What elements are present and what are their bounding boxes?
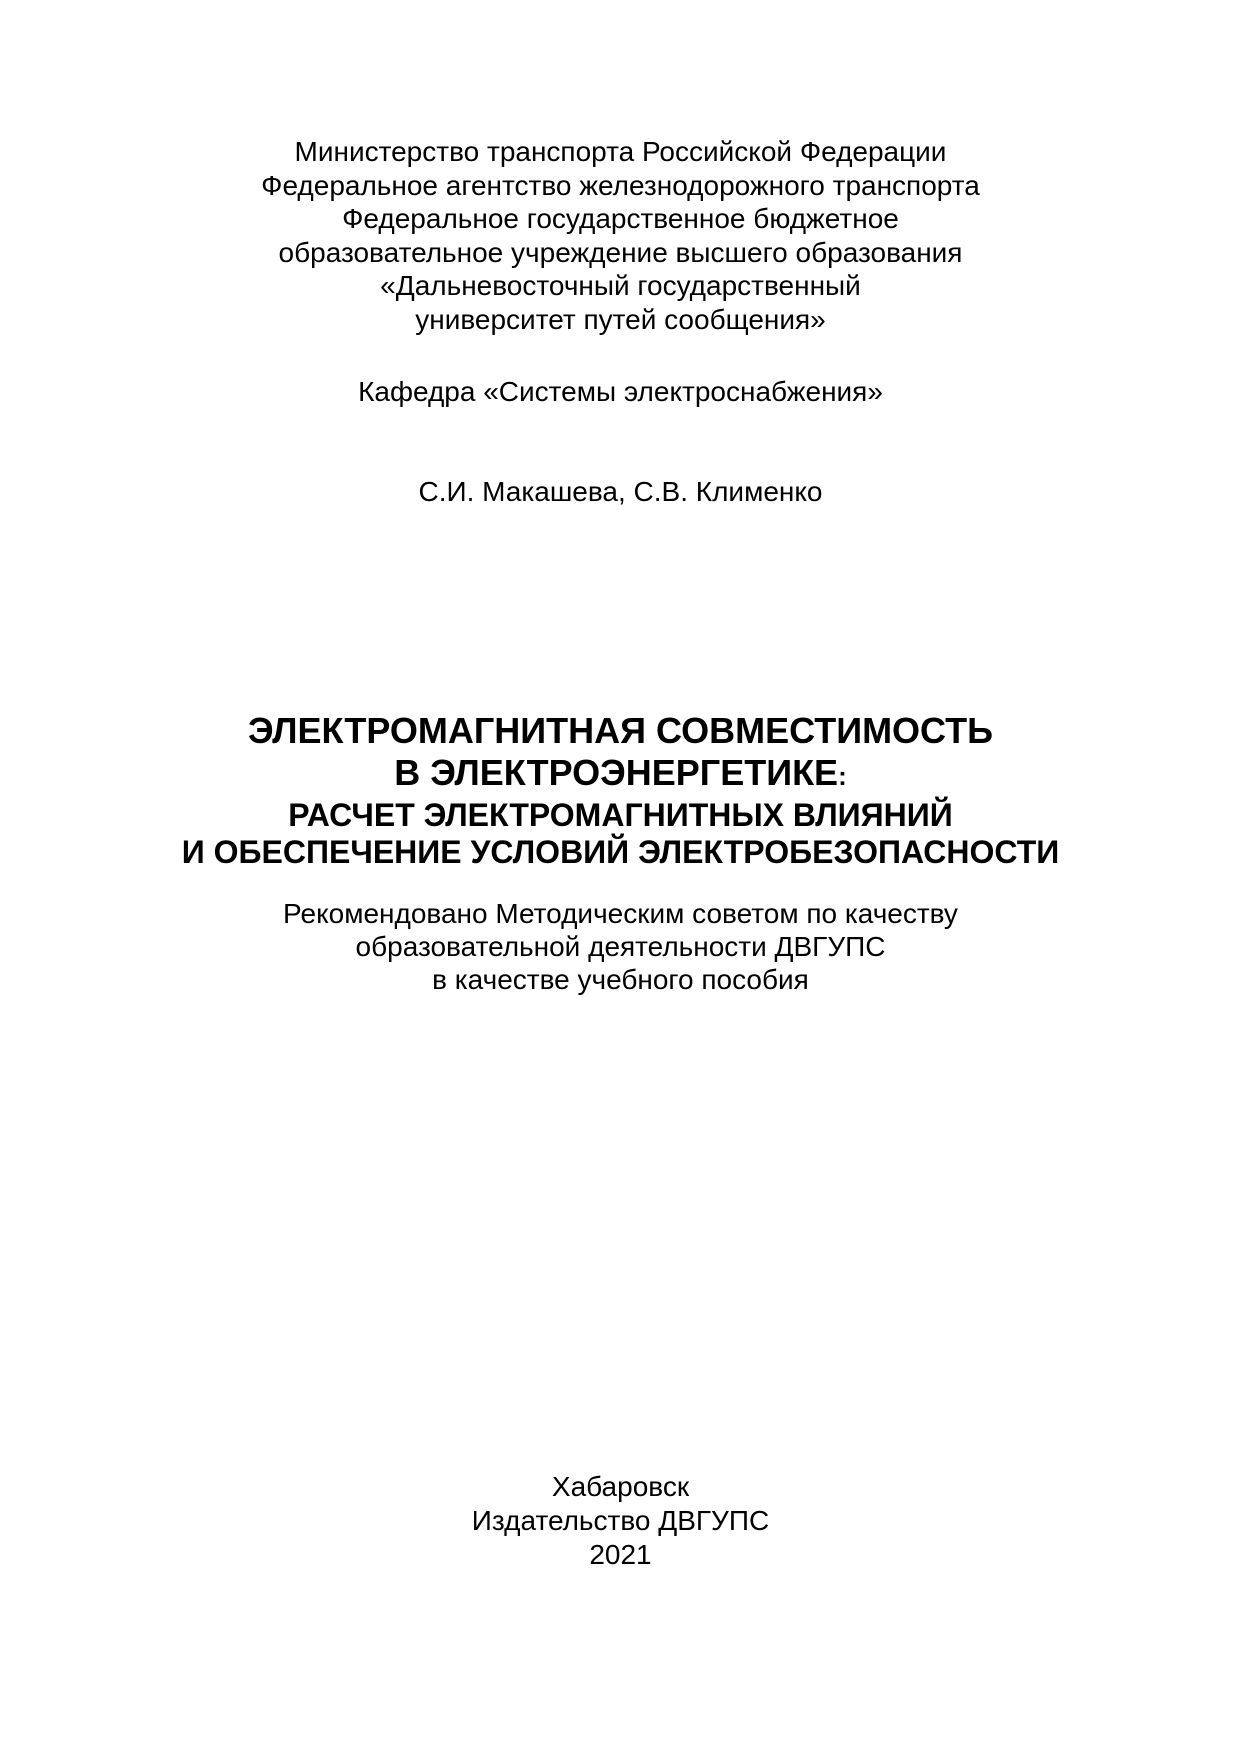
imprint-city: Хабаровск: [551, 1471, 690, 1502]
recommendation-line-1: Рекомендовано Методическим советом по качеству: [283, 898, 958, 929]
department: [0, 375, 1241, 409]
title-colon: :: [838, 761, 847, 791]
imprint: [0, 1470, 1241, 1572]
book-title: [0, 710, 1241, 871]
recommendation: [0, 897, 1241, 996]
title-line-2-text: В ЭЛЕКТРОЭНЕРГЕТИКЕ: [394, 752, 839, 793]
title-line-1: ЭЛЕКТРОМАГНИТНАЯ СОВМЕСТИМОСТЬ: [247, 710, 994, 751]
university-name-line-2: университет путей сообщения»: [415, 303, 826, 335]
agency-line: Федеральное агентство железнодорожного транспорта: [261, 169, 980, 201]
imprint-year: 2021: [589, 1539, 652, 1570]
department-name: Кафедра «Системы электроснабжения»: [358, 376, 883, 407]
institution-type-line: Федеральное государственное бюджетное: [342, 203, 899, 235]
authors: [0, 475, 1241, 509]
ministry-line: Министерство транспорта Российской Федерации: [294, 136, 947, 167]
institution-level-line: образовательное учреждение высшего образования: [278, 236, 963, 268]
subtitle-line-2: И ОБЕСПЕЧЕНИЕ УСЛОВИЙ ЭЛЕКТРОБЕЗОПАСНОСТИ: [181, 834, 1060, 870]
imprint-publisher: Издательство ДВГУПС: [471, 1505, 770, 1536]
recommendation-line-3: в качестве учебного пособия: [432, 964, 809, 995]
subtitle-line-1: РАСЧЕТ ЭЛЕКТРОМАГНИТНЫХ ВЛИЯНИЙ: [288, 797, 953, 833]
author-names: С.И. Макашева, С.В. Клименко: [418, 476, 823, 507]
university-name-line-1: «Дальневосточный государственный: [380, 270, 861, 302]
institution-header: [0, 135, 1241, 337]
title-line-2: [0, 752, 1241, 797]
recommendation-line-2: образовательной деятельности ДВГУПС: [355, 931, 886, 962]
